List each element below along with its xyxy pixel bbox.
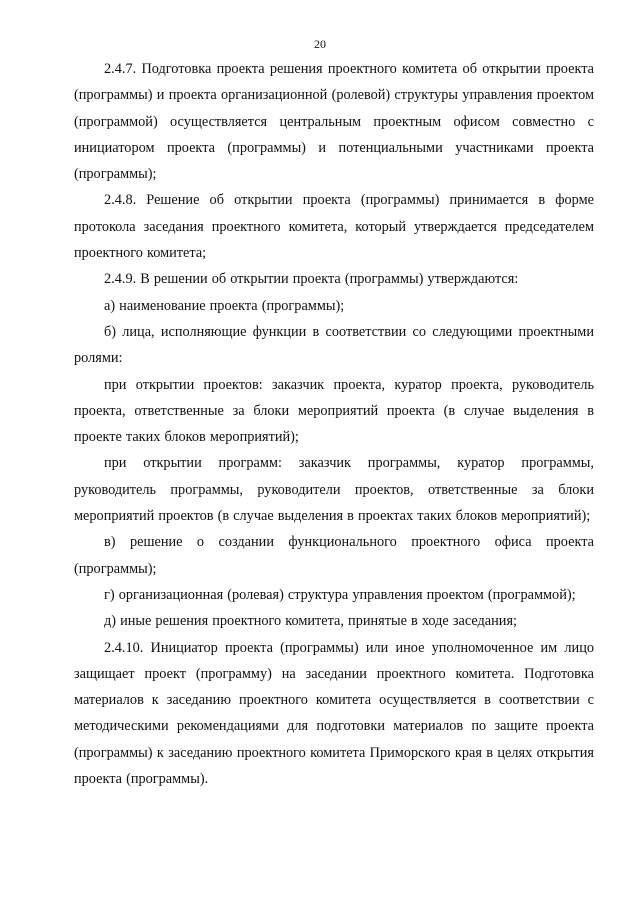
list-item-g: г) организационная (ролевая) структура управления проектом (программой); bbox=[104, 586, 576, 603]
list-item-a: а) наименование проекта (программы); bbox=[104, 297, 345, 314]
document-body bbox=[74, 56, 594, 792]
paragraph-2-4-9: 2.4.9. В решении об открытии проекта (программы) утверждаются: bbox=[104, 271, 519, 288]
list-item-d: д) иные решения проектного комитета, принятые в ходе заседания; bbox=[104, 613, 517, 630]
paragraph-2-4-8: 2.4.8. Решение об открытии проекта (программы) принимается в форме протокола заседания проектного комитета, который утверждается председателем проектного комитета; bbox=[74, 192, 594, 262]
paragraph-2-4-10: 2.4.10. Инициатор проекта (программы) или иное уполномоченное им лицо защищает проект (программу) на заседании проектного комитета. Подготовка материалов к заседанию проектного комитета осуществляется в соответствии с методическими рекомендациями для подготовки материалов по защите проекта (программы) к заседанию проектного комитета Приморского края в целях открытия проекта (программы). bbox=[74, 639, 594, 788]
list-item-b: б) лица, исполняющие функции в соответствии со следующими проектными ролями: bbox=[74, 323, 594, 367]
list-item-b-programs: при открытии программ: заказчик программы, куратор программы, руководитель программы, руководители проектов, ответственные за блоки мероприятий проектов (в случае выделения в проектах таких блоков мероприятий); bbox=[74, 455, 594, 525]
list-item-v: в) решение о создании функционального проектного офиса проекта (программы); bbox=[74, 534, 594, 577]
page-number: 20 bbox=[314, 37, 326, 51]
paragraph-2-4-7: 2.4.7. Подготовка проекта решения проектного комитета об открытии проекта (программы) и проекта организационной (ролевой) структуры управления проектом (программой) осуществляется центральным проектным офисом совместно с инициатором проекта (программы) и потенциальными участниками проекта (программы); bbox=[74, 61, 594, 183]
list-item-b-projects: при открытии проектов: заказчик проекта, куратор проекта, руководитель проекта, ответственные за блоки мероприятий проекта (в случае выделения в проекте таких блоков мероприятий); bbox=[74, 376, 594, 446]
